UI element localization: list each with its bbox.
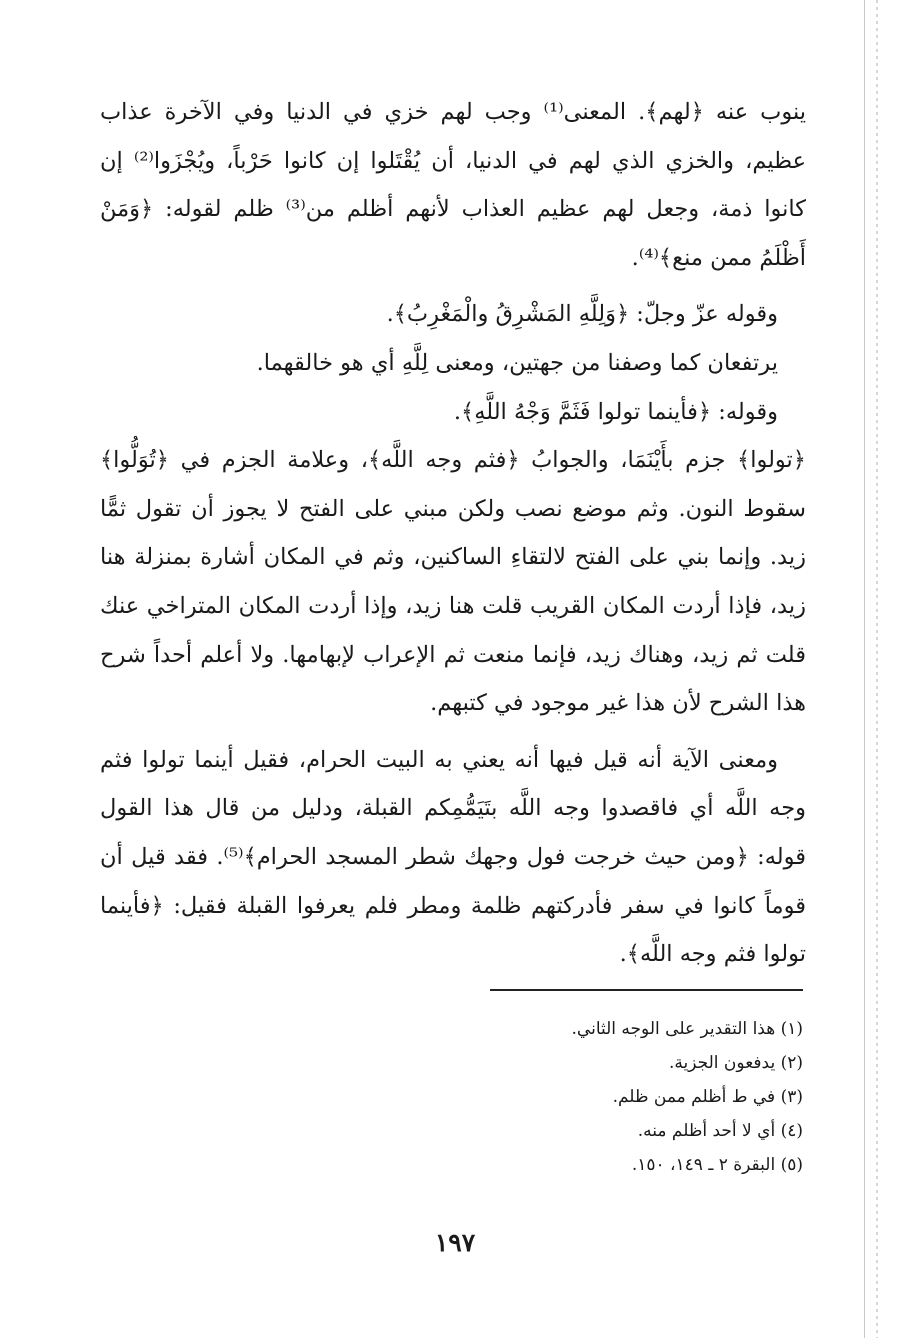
footnote-1: (١) هذا التقدير على الوجه الثاني. [571,1019,803,1039]
paragraph-4: وقوله: ﴿فأينما تولوا فَثَمَّ وَجْهُ اللَّهِ﴾. [453,398,778,425]
footnote-3: (٣) في ط أظلم ممن ظلم. [612,1087,803,1107]
page-number: ١٩٧ [434,1228,476,1257]
main-text [100,88,806,979]
footnote-5: (٥) البقرة ٢ ـ ١٤٩، ١٥٠. [631,1155,803,1175]
footnote-2: (٢) يدفعون الجزية. [669,1053,803,1073]
footnote-4: (٤) أي لا أحد أظلم منه. [637,1121,803,1141]
page-spine-line [864,0,865,1338]
paragraph-3: يرتفعان كما وصفنا من جهتين، ومعنى لِلَّهِ أي هو خالقهما. [256,349,778,376]
footnotes [300,1012,803,1182]
paragraph-1: ينوب عنه ﴿لهم﴾. المعنى⁽¹⁾ وجب لهم خزي في الدنيا وفي الآخرة عذاب عظيم، والخزي الذي لهم في الدنيا، أن يُقْتَلوا إن كانوا حَرْباً، ويُجْزَوا⁽²⁾ إن كانوا ذمة، وجعل لهم عظيم العذاب لأنهم أظلم من⁽³⁾ ظلم لقوله: ﴿وَمَنْ أَظْلَمُ ممن منع﴾⁽⁴⁾. [100,99,807,271]
footnote-separator [490,989,803,991]
paragraph-2: وقوله عزّ وجلّ: ﴿وَلِلَّهِ المَشْرِقُ والْمَغْرِبُ﴾. [386,301,778,328]
paragraph-5: ﴿تولوا﴾ جزم بأَيْنَمَا، والجوابُ ﴿فثم وجه اللَّه﴾، وعلامة الجزم في ﴿تُوَلُّوا﴾ سقوط النون. وثم موضع نصب ولكن مبني على الفتح لا يجوز أن تقول ثمًّا زيد. وإنما بني على الفتح لالتقاءِ الساكنين، وثم في المكان أشارة بمنزلة هنا زيد، فإذا أردت المكان القريب قلت هنا زيد، وإذا أردت المكان المتراخي عنك قلت ثم زيد، وهناك زيد، فإنما منعت ثم الإعراب لإبهامها. ولا أعلم أحداً شرح هذا الشرح لأن هذا غير موجود في كتبهم. [100,447,806,717]
paragraph-6: ومعنى الآية أنه قيل فيها أنه يعني به البيت الحرام، فقيل أينما تولوا فثم وجه اللَّه أي فاقصدوا وجه اللَّه بتَيَمُّمِكم القبلة، ودليل من قال هذا القول قوله: ﴿ومن حيث خرجت فول وجهك شطر المسجد الحرام﴾⁽⁵⁾. فقد قيل أن قوماً كانوا في سفر فأدركتهم ظلمة ومطر فلم يعرفوا القبلة فقيل: ﴿فأينما تولوا فثم وجه اللَّه﴾. [100,746,806,968]
page-binding-edge [876,0,878,1338]
